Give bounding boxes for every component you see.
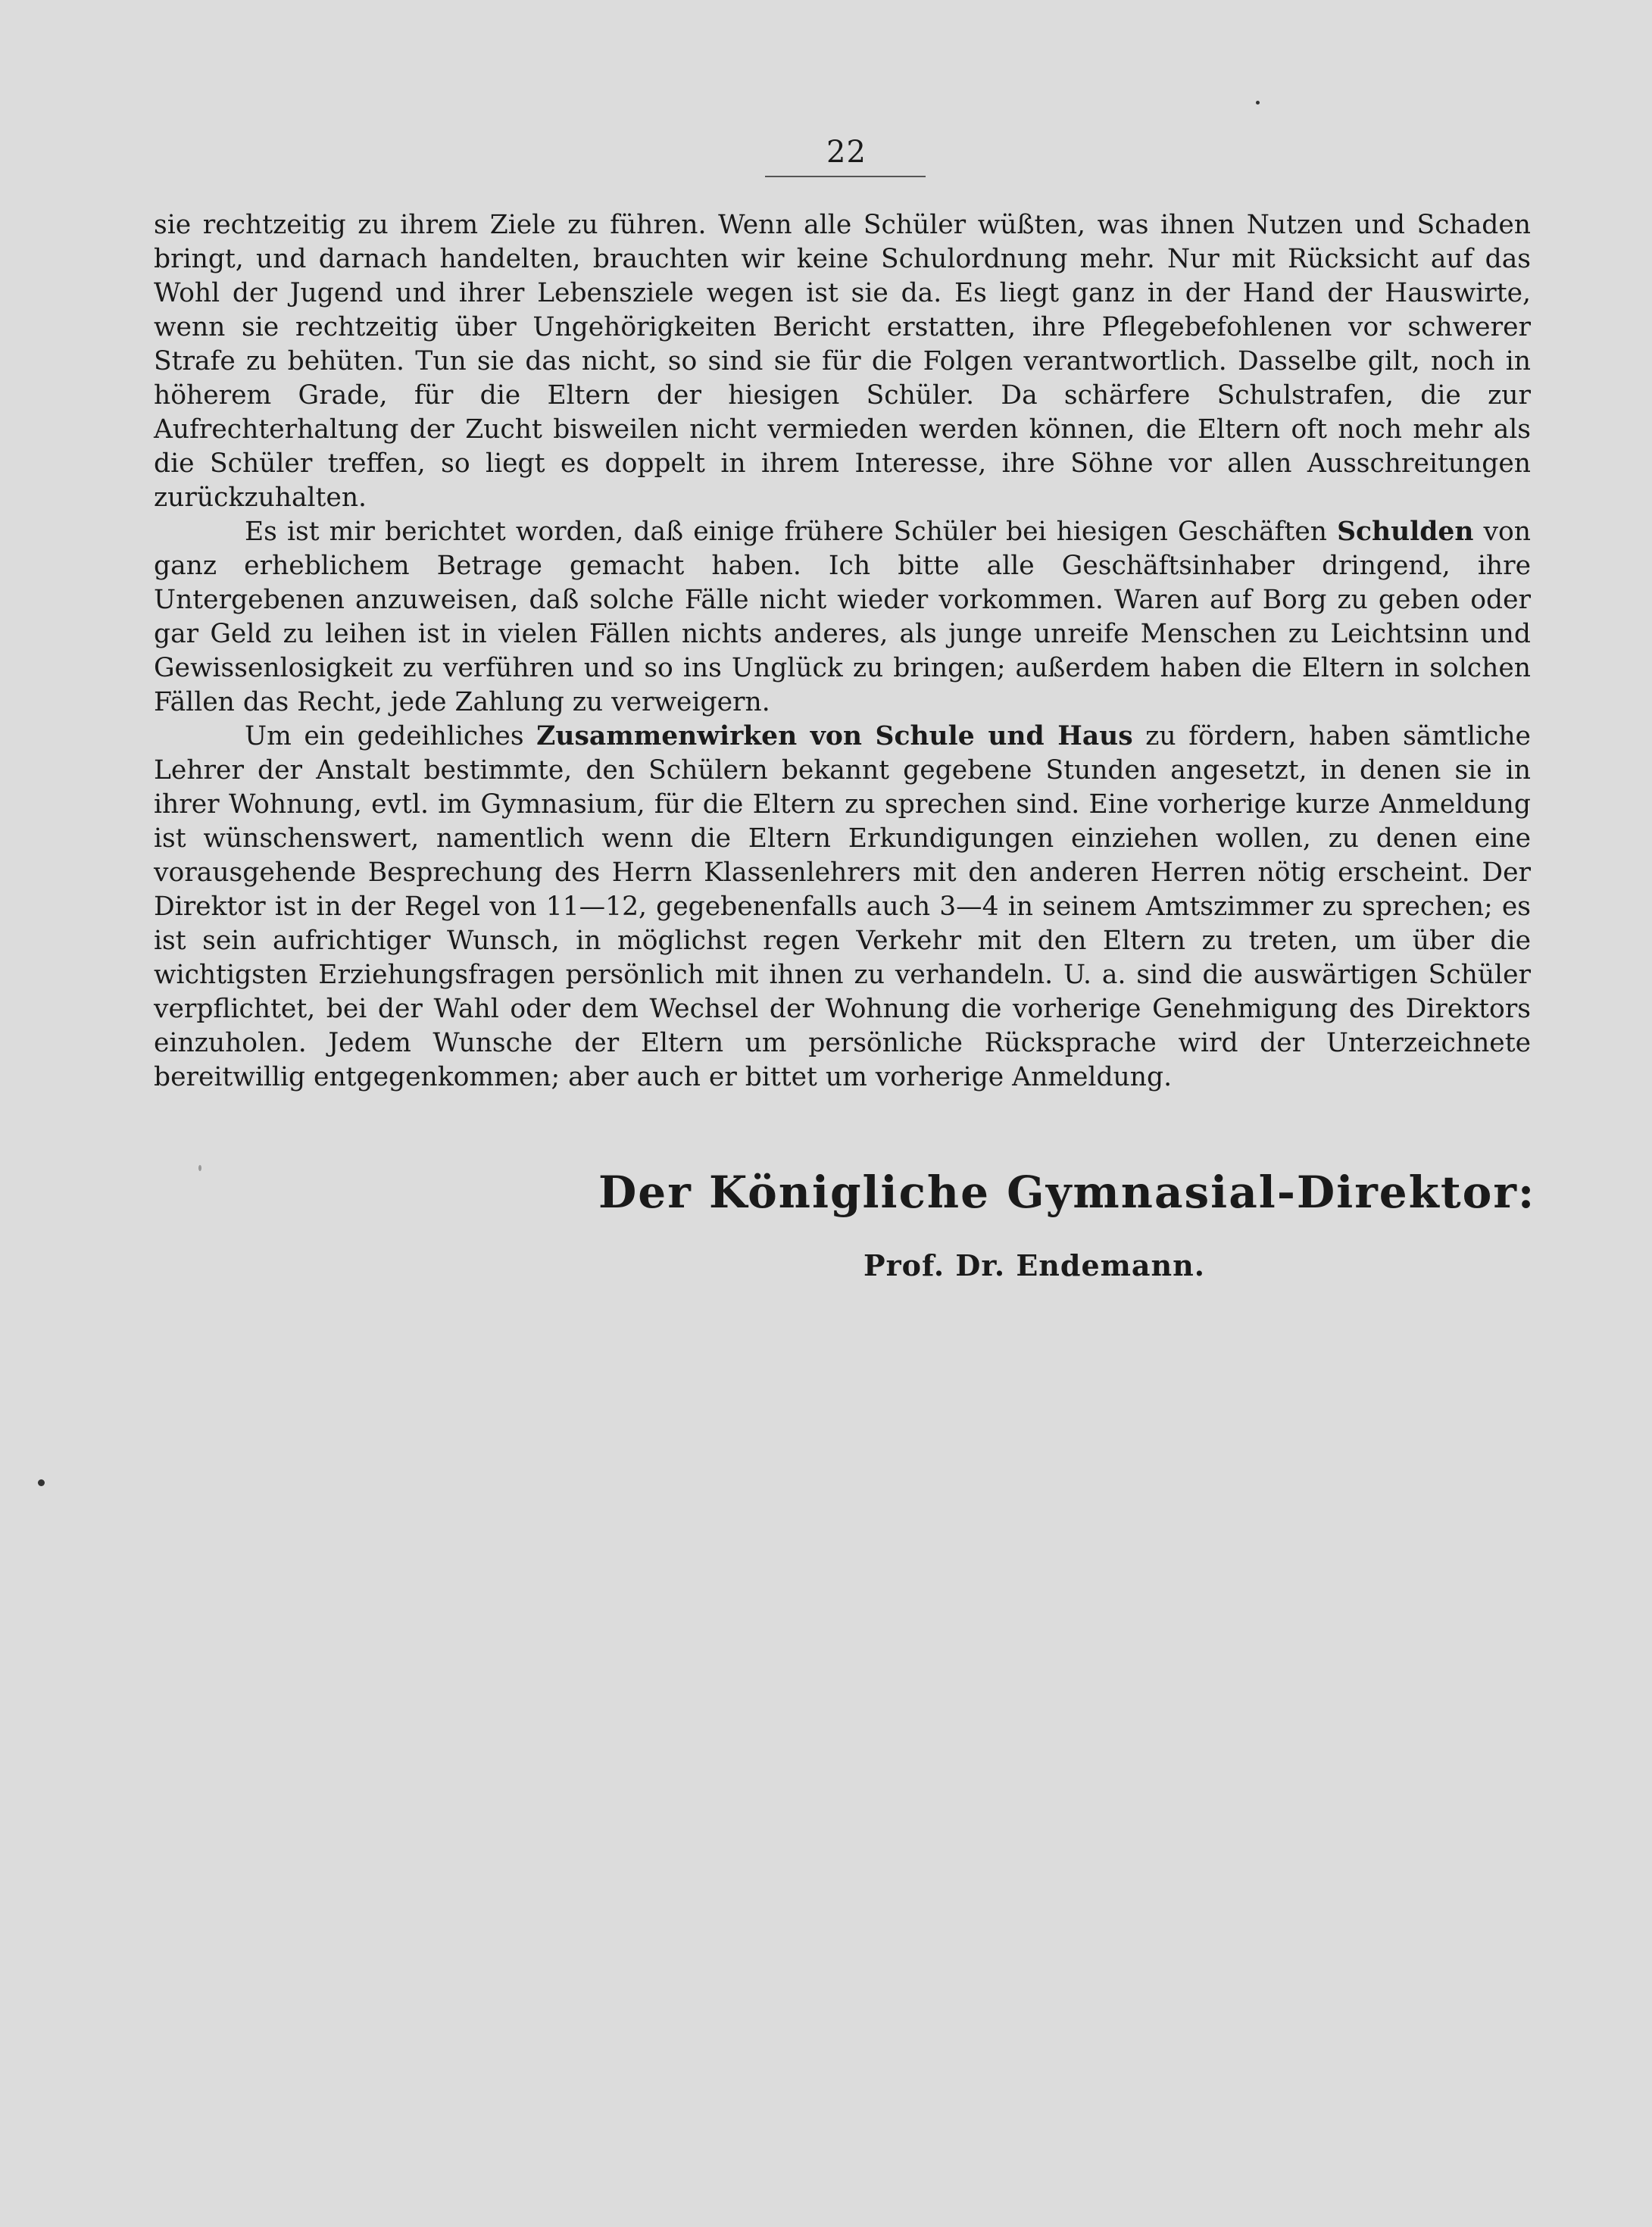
print-speck [38, 1479, 45, 1486]
paragraph-1: sie rechtzeitig zu ihrem Ziele zu führen. Wenn alle Schüler wüßten, was ihnen Nutzen und Schaden bringt, und darnach handelten, brauchten wir keine Schulordnung mehr. Nur mit Rücksicht auf das Wohl der Jugend und ihrer Lebensziele wegen ist sie da. Es liegt ganz in der Hand der Hauswirte, wenn sie rechtzeitig über Ungehörigkeiten Bericht erstatten, ihre Pflegebefohlenen vor schwerer Strafe zu behüten. Tun sie das nicht, so sind sie für die Folgen verantwortlich. Dasselbe gilt, noch in höherem Grade, für die Eltern der hiesigen Schüler. Da schärfere Schulstrafen, die zur Aufrechterhaltung der Zucht bisweilen nicht vermieden werden können, die Eltern oft noch mehr als die Schüler treffen, so liegt es doppelt in ihrem Interesse, ihre Söhne vor allen Ausschreitungen zurückzuhalten. [154, 210, 1531, 513]
page-number: 22 [826, 135, 867, 170]
signature: Prof. Dr. Endemann. [863, 1248, 1205, 1282]
body-text [154, 208, 1531, 1095]
print-speck [198, 1165, 201, 1171]
paragraph-2-text-a: Es ist mir berichtet worden, daß einige frühere Schüler bei hiesigen Geschäften [245, 517, 1338, 547]
paragraph-3-text-a: Um ein gedeihliches [245, 721, 537, 751]
paragraph-2 [154, 515, 1531, 720]
header-rule [765, 176, 926, 177]
closing-title: Der Königliche Gymnasial-Direktor: [598, 1167, 1536, 1218]
paragraph-3-text-b: zu fördern, haben sämtliche Lehrer der Anstalt bestimmte, den Schülern bekannt gegebene Stunden angesetzt, in denen sie in ihrer Wohnung, evtl. im Gymnasium, für die Eltern zu sprechen sind. Eine vorherige kurze Anmeldung ist wünschenswert, namentlich wenn die Eltern Erkundigungen einziehen wollen, zu denen eine vorausgehende Besprechung des Herrn Klassenlehrers mit den anderen Herren nötig erscheint. Der Direktor ist in der Regel von 11—12, gegebenenfalls auch 3—4 in seinem Amtszimmer zu sprechen; es ist sein aufrichtiger Wunsch, in möglichst regen Verkehr mit den Eltern zu treten, um über die wichtigsten Erziehungsfragen persönlich mit ihnen zu verhandeln. U. a. sind die auswärtigen Schüler verpflichtet, bei der Wahl oder dem Wechsel der Wohnung die vorherige Genehmigung des Direktors einzuholen. Jedem Wunsche der Eltern um persönliche Rücksprache wird der Unterzeichnete bereitwillig entgegenkommen; aber auch er bittet um vorherige Anmeldung. [154, 721, 1531, 1092]
paragraph-3 [154, 720, 1531, 1095]
paragraph-2-text-b: von ganz erheblichem Betrage gemacht haben. Ich bitte alle Geschäftsinhaber dringend, ihre Untergebenen anzuweisen, daß solche Fälle nicht wieder vorkommen. Waren auf Borg zu geben oder gar Geld zu leihen ist in vielen Fällen nichts anderes, als junge unreife Menschen zu Leichtsinn und Gewissenlosigkeit zu verführen und so ins Unglück zu bringen; außerdem haben die Eltern in solchen Fällen das Recht, jede Zahlung zu verweigern. [154, 517, 1531, 717]
print-speck [1256, 101, 1260, 105]
paragraph-2-emphasis: Schulden [1337, 517, 1474, 547]
paragraph-3-emphasis: Zusammenwirken von Schule und Haus [536, 721, 1133, 751]
